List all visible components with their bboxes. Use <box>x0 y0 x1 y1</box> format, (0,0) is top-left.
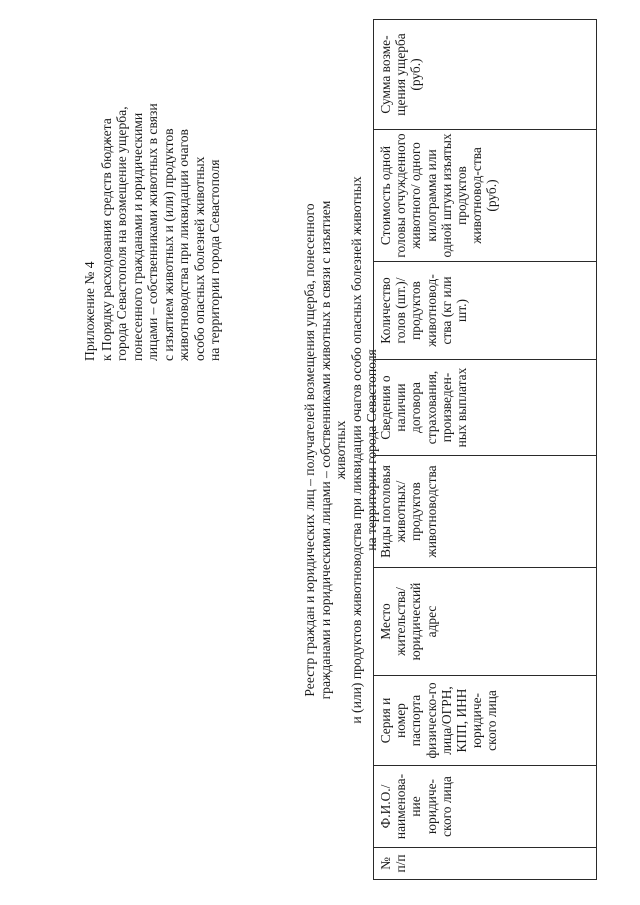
appendix-line: города Севастополя на возмещение ущерба, <box>114 106 129 361</box>
registry-title-line: на территории города Севастополя <box>364 349 379 551</box>
registry-title-line: Реестр граждан и юридических лиц – получателей возмещения ущерба, понесенного <box>302 203 317 697</box>
col-header-number: № п/п <box>374 848 597 880</box>
col-header-insurance: Сведения о наличии договора страхования, произведен-ных выплатах <box>374 360 597 456</box>
appendix-line: особо опасных болезней животных <box>191 156 207 361</box>
appendix-line: животноводства при ликвидации очагов <box>176 129 191 361</box>
appendix-header <box>82 31 223 361</box>
appendix-line: с изъятием животных и (или) продуктов <box>160 128 176 361</box>
registry-header-row <box>374 20 597 880</box>
registry-title <box>302 170 380 730</box>
registry-table <box>373 19 597 880</box>
appendix-line: на территории города Севастополя <box>207 159 222 361</box>
appendix-line: понесенного гражданами и юридическими <box>129 112 145 361</box>
col-header-quantity: Количество голов (шт.)/ продуктов животновод-ства (кг или шт.) <box>374 262 597 360</box>
registry-title-line: и (или) продуктов животноводства при ликвидации очагов особо опасных болезней животных <box>348 176 364 724</box>
col-header-unit-cost: Стоимость одной головы отчужденного животного/ одного килограмма или одной штуки изъятых продуктов животновод-ства (руб.) <box>374 130 597 262</box>
col-header-passport: Серия и номер паспорта физическо-го лица/ОГРН, КПП, ИНН юридиче-ского лица <box>374 676 597 766</box>
col-header-compensation-sum: Сумма возме-щения ущерба (руб.) <box>374 20 597 130</box>
col-header-address: Место жительства/ юридический адрес <box>374 568 597 676</box>
appendix-line: к Порядку расходования средств бюджета <box>98 118 114 361</box>
col-header-name: Ф.И.О./ наименова-ние юридиче-ского лица <box>374 766 597 848</box>
appendix-line: лицами – собственниками животных в связи <box>145 103 160 361</box>
registry-title-line: гражданами и юридическими лицами – собственниками животных в связи с изъятием животных <box>317 200 348 700</box>
col-header-livestock-type: Виды поголовья животных/ продуктов животноводства <box>374 456 597 568</box>
appendix-number: Приложение № 4 <box>82 261 97 361</box>
